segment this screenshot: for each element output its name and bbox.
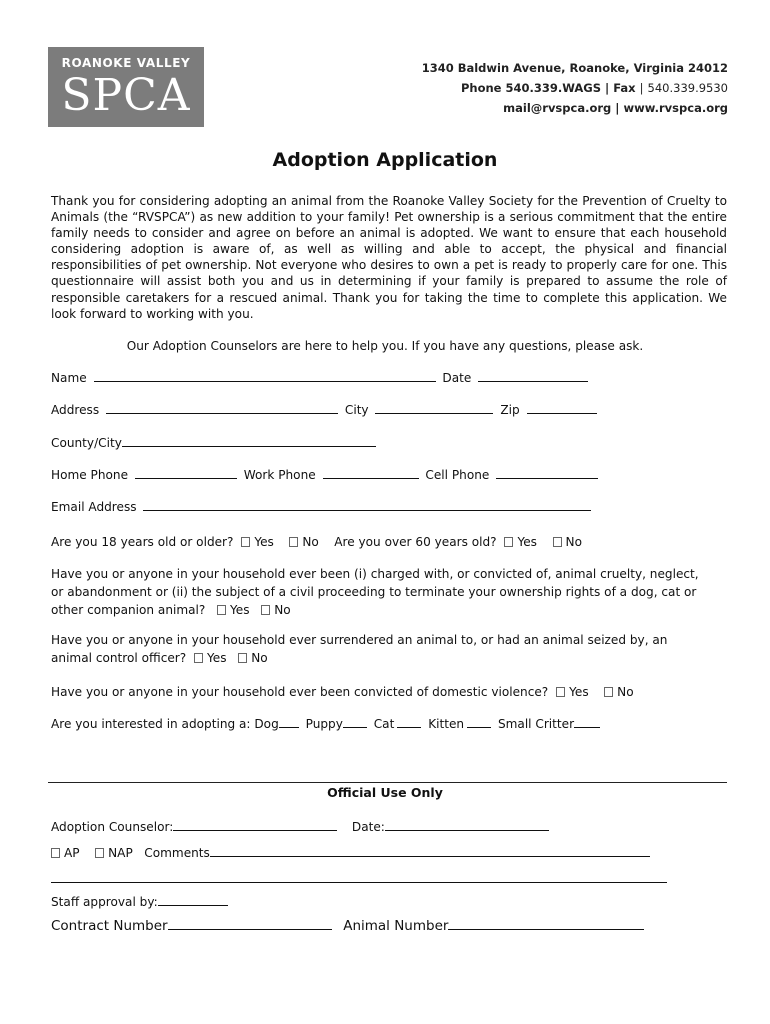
logo-main-text: SPCA	[61, 70, 191, 121]
age-questions-row	[51, 534, 582, 550]
age60-question: Are you over 60 years old?	[334, 535, 497, 549]
separator: |	[639, 81, 644, 95]
comments-label: Comments	[144, 846, 210, 860]
ap-nap-row	[51, 845, 653, 861]
email-web-line	[422, 98, 728, 118]
name-field[interactable]	[94, 370, 436, 382]
phone-fax-line	[422, 78, 728, 98]
nap-checkbox[interactable]	[95, 848, 104, 858]
no-label: No	[565, 535, 582, 549]
cell-phone-field[interactable]	[496, 467, 598, 479]
no-label: No	[617, 685, 634, 699]
numbers-row	[51, 918, 647, 934]
work-phone-label: Work Phone	[243, 468, 316, 482]
yes-label: Yes	[517, 535, 537, 549]
email-row	[51, 499, 594, 515]
date-label: Date	[442, 371, 472, 385]
county-row	[51, 435, 379, 451]
contact-block	[422, 58, 728, 118]
city-field[interactable]	[375, 402, 493, 414]
yes-label: Yes	[569, 685, 589, 699]
animal-number-label: Animal Number	[343, 918, 449, 934]
violence-yes-checkbox[interactable]	[556, 687, 565, 697]
intro-paragraph: Thank you for considering adopting an animal from the Roanoke Valley Society for the Prevention of Cruelty to Animals (the “RVSPCA”) as new addition to your family! Pet ownership is a serious commitment that the entire family needs to consider and agree on before an animal is adopted. We want to ensure that each household considering adoption is aware of, as well as willing and able to accept, the physical and financial responsibilities of pet ownership. Not everyone who desires to own a pet is ready to properly care for one. This questionnaire will assist both you and us in determining if your family is prepared to assume the role of responsible caretakers for a rescued animal. Thank you for taking the time to complete this application. We look forward to working with you.	[51, 194, 727, 321]
county-label: County/City	[51, 436, 122, 450]
no-label: No	[274, 603, 291, 617]
spca-logo	[48, 47, 204, 127]
age18-no-checkbox[interactable]	[289, 537, 298, 547]
section-divider	[48, 782, 727, 783]
email-label: Email Address	[51, 500, 137, 514]
comments-extra-line[interactable]	[51, 882, 667, 883]
age60-yes-checkbox[interactable]	[504, 537, 513, 547]
small-critter-field[interactable]	[574, 716, 600, 728]
page-title: Adoption Application	[272, 149, 498, 171]
official-use-heading: Official Use Only	[327, 785, 443, 800]
staff-approval-label: Staff approval by:	[51, 895, 158, 909]
animal-number-field[interactable]	[448, 918, 644, 930]
yes-label: Yes	[230, 603, 250, 617]
work-phone-field[interactable]	[323, 467, 419, 479]
yes-label: Yes	[207, 651, 227, 665]
staff-approval-row	[51, 894, 231, 910]
date-field[interactable]	[478, 370, 588, 382]
counselor-row	[51, 819, 552, 835]
county-field[interactable]	[122, 435, 376, 447]
name-label: Name	[51, 371, 87, 385]
email-link[interactable]: mail@rvspca.org	[503, 101, 612, 115]
counselor-label: Adoption Counselor:	[51, 820, 174, 834]
website-link[interactable]: www.rvspca.org	[623, 101, 728, 115]
cell-phone-label: Cell Phone	[425, 468, 490, 482]
email-field[interactable]	[143, 499, 591, 511]
fax-label: Fax	[613, 81, 636, 95]
yes-label: Yes	[254, 535, 274, 549]
official-date-label: Date:	[351, 820, 385, 834]
logo-top-text: ROANOKE VALLEY	[61, 56, 191, 70]
home-phone-label: Home Phone	[51, 468, 129, 482]
comments-field[interactable]	[210, 845, 650, 857]
interest-row	[51, 716, 603, 732]
separator: |	[605, 81, 610, 95]
official-date-field[interactable]	[385, 819, 549, 831]
dog-field[interactable]	[279, 716, 299, 728]
name-date-row	[51, 370, 591, 386]
phone-text: Phone 540.339.WAGS	[460, 81, 601, 95]
contract-number-field[interactable]	[168, 918, 332, 930]
counselors-note: Our Adoption Counselors are here to help you. If you have any questions, please ask.	[126, 339, 644, 353]
home-phone-field[interactable]	[135, 467, 237, 479]
staff-approval-field[interactable]	[158, 894, 228, 906]
separator: |	[615, 101, 620, 115]
puppy-field[interactable]	[343, 716, 367, 728]
surrender-yes-checkbox[interactable]	[194, 653, 203, 663]
phone-row	[51, 467, 601, 483]
ap-checkbox[interactable]	[51, 848, 60, 858]
nap-label: NAP	[108, 846, 133, 860]
address-label: Address	[51, 403, 100, 417]
surrender-no-checkbox[interactable]	[238, 653, 247, 663]
violence-question: Have you or anyone in your household ever been convicted of domestic violence?	[51, 685, 549, 699]
cruelty-question-block	[51, 565, 711, 619]
small-critter-label: Small Critter	[497, 717, 575, 731]
age18-question: Are you 18 years old or older?	[51, 535, 234, 549]
violence-question-row	[51, 684, 634, 700]
no-label: No	[302, 535, 319, 549]
cruelty-yes-checkbox[interactable]	[217, 605, 226, 615]
city-label: City	[344, 403, 369, 417]
cat-label: Cat	[373, 717, 395, 731]
kitten-label: Kitten	[428, 717, 465, 731]
zip-field[interactable]	[527, 402, 597, 414]
age60-no-checkbox[interactable]	[553, 537, 562, 547]
address-line: 1340 Baldwin Avenue, Roanoke, Virginia 24012	[421, 61, 728, 75]
age18-yes-checkbox[interactable]	[241, 537, 250, 547]
zip-label: Zip	[500, 403, 520, 417]
interest-question: Are you interested in adopting a:	[51, 717, 251, 731]
cruelty-question: Have you or anyone in your household ever been (i) charged with, or convicted of, animal cruelty, neglect, or abandonment or (ii) the subject of a civil proceeding to terminate your ownership rights of a dog, cat or other companion animal?	[51, 567, 699, 617]
contract-number-label: Contract Number	[51, 918, 168, 934]
surrender-question-block	[51, 631, 711, 667]
address-row	[51, 402, 600, 418]
counselor-field[interactable]	[173, 819, 337, 831]
no-label: No	[251, 651, 268, 665]
violence-no-checkbox[interactable]	[604, 687, 613, 697]
cruelty-no-checkbox[interactable]	[261, 605, 270, 615]
ap-label: AP	[64, 846, 80, 860]
puppy-label: Puppy	[305, 717, 343, 731]
surrender-question: Have you or anyone in your household ever surrendered an animal to, or had an animal seized by, an animal control officer?	[51, 633, 668, 665]
fax-number: 540.339.9530	[647, 81, 728, 95]
address-field[interactable]	[106, 402, 338, 414]
kitten-field[interactable]	[467, 716, 491, 728]
cat-field[interactable]	[397, 716, 421, 728]
dog-label: Dog	[254, 717, 279, 731]
